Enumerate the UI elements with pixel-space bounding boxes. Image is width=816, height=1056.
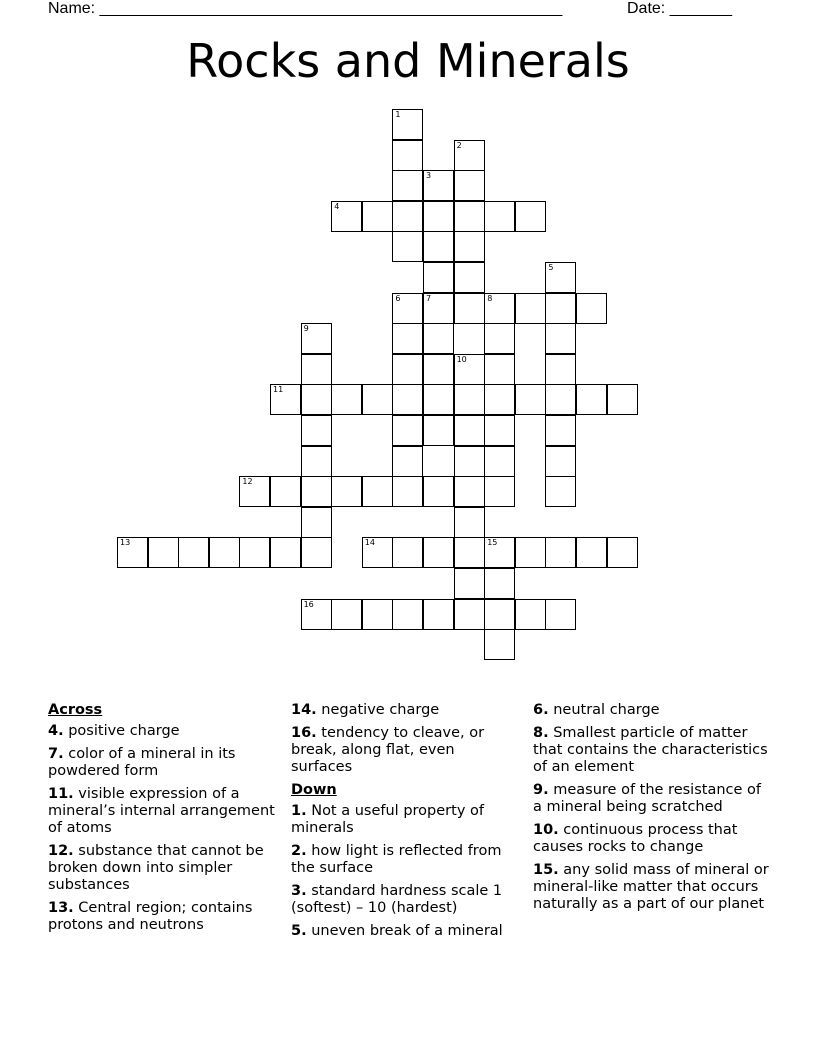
crossword-cell[interactable] xyxy=(484,201,515,232)
crossword-cell[interactable] xyxy=(423,415,454,446)
crossword-cell[interactable] xyxy=(392,354,423,385)
crossword-cell[interactable] xyxy=(576,384,607,415)
crossword-cell[interactable] xyxy=(545,323,576,354)
clue-down-3: 3. standard hardness scale 1 (softest) – 10 (hardest) xyxy=(291,883,503,916)
crossword-cell[interactable] xyxy=(301,415,332,446)
crossword-cell[interactable] xyxy=(423,201,454,232)
crossword-cell[interactable] xyxy=(392,231,423,262)
clue-down-5: 5. uneven break of a mineral xyxy=(291,923,503,939)
cell-number: 4 xyxy=(334,201,340,211)
crossword-cell[interactable] xyxy=(362,537,393,568)
crossword-cell[interactable] xyxy=(454,568,485,599)
crossword-cell[interactable] xyxy=(392,293,423,324)
crossword-cell[interactable] xyxy=(545,415,576,446)
crossword-cell[interactable] xyxy=(331,384,362,415)
crossword-cell[interactable] xyxy=(607,537,638,568)
crossword-cell[interactable] xyxy=(423,262,454,293)
cell-number: 10 xyxy=(456,354,467,364)
crossword-cell[interactable] xyxy=(392,446,423,477)
cell-number: 5 xyxy=(548,263,554,272)
crossword-cell[interactable] xyxy=(484,384,515,415)
crossword-cell[interactable] xyxy=(301,354,332,385)
crossword-cell[interactable] xyxy=(423,384,454,415)
clue-down-6: 6. neutral charge xyxy=(533,702,660,718)
cell-number: 8 xyxy=(487,293,493,303)
crossword-cell[interactable] xyxy=(454,140,485,171)
crossword-cell[interactable] xyxy=(178,537,209,568)
crossword-cell[interactable] xyxy=(484,629,515,660)
clue-down-8: 8. Smallest particle of matter that contains the characteristics of an element xyxy=(533,725,768,775)
clue-down-9: 9. measure of the resistance of a mineral being scratched xyxy=(533,782,761,815)
crossword-cell[interactable] xyxy=(484,354,515,385)
crossword-cell[interactable] xyxy=(301,507,332,538)
crossword-cell[interactable] xyxy=(454,201,485,232)
crossword-cell[interactable] xyxy=(270,537,301,568)
crossword-cell[interactable] xyxy=(331,599,362,630)
crossword-cell[interactable] xyxy=(515,537,546,568)
crossword-cell[interactable] xyxy=(515,599,546,630)
crossword-cell[interactable] xyxy=(545,476,576,507)
cell-number: 9 xyxy=(303,324,309,334)
crossword-cell[interactable] xyxy=(423,476,454,507)
clue-across-13: 13. Central region; contains protons and neutrons xyxy=(48,900,253,933)
crossword-cell[interactable] xyxy=(515,201,546,232)
crossword-cell[interactable] xyxy=(392,201,423,232)
crossword-cell[interactable] xyxy=(454,354,485,385)
crossword-cell[interactable] xyxy=(454,537,485,568)
crossword-cell[interactable] xyxy=(576,537,607,568)
crossword-cell[interactable] xyxy=(484,537,515,568)
crossword-cell[interactable] xyxy=(454,170,485,201)
clue-across-12: 12. substance that cannot be broken down into simpler substances xyxy=(48,843,264,893)
crossword-cell[interactable] xyxy=(392,323,423,354)
crossword-cell[interactable] xyxy=(515,293,546,324)
crossword-cell[interactable] xyxy=(392,140,423,171)
crossword-cell[interactable] xyxy=(423,231,454,262)
crossword-cell[interactable] xyxy=(576,293,607,324)
cell-number: 3 xyxy=(426,171,432,181)
crossword-cell[interactable] xyxy=(484,568,515,599)
cell-number: 2 xyxy=(456,140,462,150)
crossword-cell[interactable] xyxy=(392,384,423,415)
clue-across-11: 11. visible expression of a mineral’s internal arrangement of atoms xyxy=(48,786,275,836)
name-field: Name: ____________________________________________________ xyxy=(48,0,563,17)
clue-down-10: 10. continuous process that causes rocks to change xyxy=(533,822,738,855)
cell-number: 16 xyxy=(303,599,314,609)
crossword-cell[interactable] xyxy=(331,476,362,507)
crossword-cell[interactable] xyxy=(239,476,270,507)
clue-across-7: 7. color of a mineral in its powdered form xyxy=(48,746,236,779)
crossword-cell[interactable] xyxy=(209,537,240,568)
crossword-cell[interactable] xyxy=(301,537,332,568)
down-heading: Down xyxy=(291,782,337,798)
crossword-cell[interactable] xyxy=(545,262,576,293)
crossword-cell[interactable] xyxy=(454,384,485,415)
crossword-cell[interactable] xyxy=(392,170,423,201)
crossword-cell[interactable] xyxy=(362,599,393,630)
crossword-cell[interactable] xyxy=(454,293,485,324)
crossword-cell[interactable] xyxy=(331,201,362,232)
crossword-cell[interactable] xyxy=(545,599,576,630)
crossword-cell[interactable] xyxy=(545,537,576,568)
crossword-cell[interactable] xyxy=(484,323,515,354)
crossword-cell[interactable] xyxy=(423,323,454,354)
clue-column-1 xyxy=(48,702,276,940)
clue-down-1: 1. Not a useful property of minerals xyxy=(291,803,484,836)
crossword-cell[interactable] xyxy=(301,323,332,354)
crossword-cell[interactable] xyxy=(117,537,148,568)
crossword-cell[interactable] xyxy=(484,476,515,507)
clue-across-14: 14. negative charge xyxy=(291,702,440,718)
clue-column-3 xyxy=(533,702,769,919)
cell-number: 13 xyxy=(120,538,131,548)
crossword-cell[interactable] xyxy=(301,599,332,630)
crossword-cell[interactable] xyxy=(515,384,546,415)
across-heading: Across xyxy=(48,702,103,718)
crossword-cell[interactable] xyxy=(454,476,485,507)
crossword-cell[interactable] xyxy=(545,384,576,415)
cell-number: 1 xyxy=(395,110,401,119)
crossword-cell[interactable] xyxy=(301,476,332,507)
crossword-cell[interactable] xyxy=(484,415,515,446)
crossword-cell[interactable] xyxy=(362,201,393,232)
crossword-cell[interactable] xyxy=(545,293,576,324)
crossword-cell[interactable] xyxy=(423,599,454,630)
crossword-cell[interactable] xyxy=(392,537,423,568)
crossword-cell[interactable] xyxy=(454,415,485,446)
cell-number: 15 xyxy=(487,538,498,548)
clue-down-2: 2. how light is reflected from the surface xyxy=(291,843,502,876)
crossword-cell[interactable] xyxy=(392,476,423,507)
crossword-cell[interactable] xyxy=(301,446,332,477)
crossword-cell[interactable] xyxy=(423,293,454,324)
crossword-cell[interactable] xyxy=(362,476,393,507)
clue-across-16: 16. tendency to cleave, or break, along flat, even surfaces xyxy=(291,725,485,775)
crossword-cell[interactable] xyxy=(392,109,423,140)
crossword-cell[interactable] xyxy=(392,599,423,630)
cell-number: 6 xyxy=(395,293,401,303)
crossword-cell[interactable] xyxy=(454,446,485,477)
crossword-cell[interactable] xyxy=(454,231,485,262)
clue-column-2 xyxy=(291,702,511,946)
clue-across-4: 4. positive charge xyxy=(48,723,180,739)
crossword-cell[interactable] xyxy=(423,170,454,201)
clue-down-15: 15. any solid mass of mineral or mineral-like matter that occurs naturally as a part of our planet xyxy=(533,862,769,912)
crossword-cell[interactable] xyxy=(423,354,454,385)
crossword-cell[interactable] xyxy=(454,507,485,538)
crossword-cell[interactable] xyxy=(454,262,485,293)
crossword-cell[interactable] xyxy=(484,293,515,324)
crossword-cell[interactable] xyxy=(484,446,515,477)
page-title: Rocks and Minerals xyxy=(186,34,630,88)
cell-number: 11 xyxy=(273,385,284,395)
crossword-cell[interactable] xyxy=(545,354,576,385)
crossword-cell[interactable] xyxy=(607,384,638,415)
date-field: Date: _______ xyxy=(627,0,732,17)
cell-number: 14 xyxy=(364,538,375,548)
crossword-cell[interactable] xyxy=(148,537,179,568)
crossword-cell[interactable] xyxy=(423,537,454,568)
crossword-cell[interactable] xyxy=(545,446,576,477)
crossword-cell[interactable] xyxy=(270,476,301,507)
crossword-cell[interactable] xyxy=(484,599,515,630)
crossword-cell[interactable] xyxy=(270,384,301,415)
cell-number: 12 xyxy=(242,477,253,487)
crossword-cell[interactable] xyxy=(239,537,270,568)
crossword-cell[interactable] xyxy=(392,415,423,446)
crossword-cell[interactable] xyxy=(301,384,332,415)
crossword-cell[interactable] xyxy=(454,599,485,630)
crossword-cell[interactable] xyxy=(362,384,393,415)
cell-number: 7 xyxy=(426,293,432,303)
